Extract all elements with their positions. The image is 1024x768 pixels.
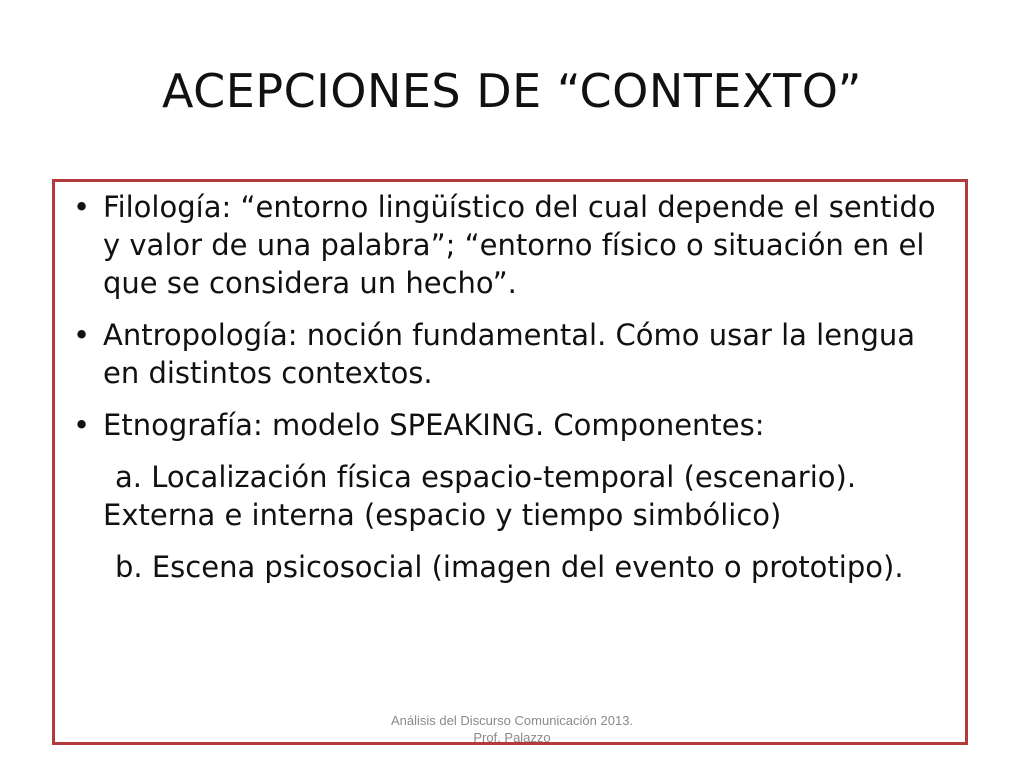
footer-line-professor: Prof. Palazzo <box>473 730 551 745</box>
slide-footer <box>0 712 1024 746</box>
bullet-icon: • <box>73 408 91 442</box>
bullet-text: Antropología: noción fundamental. Cómo usar la lengua en distintos contextos. <box>103 318 915 390</box>
sub-item-b: b. Escena psicosocial (imagen del evento o prototipo). <box>115 550 904 584</box>
bullet-item-antropologia <box>55 316 955 392</box>
bullet-icon: • <box>73 318 91 352</box>
content-box <box>52 179 968 745</box>
bullet-list <box>55 188 955 600</box>
sub-item-a: a. Localización física espacio-temporal (escenario). Externa e interna (espacio y tiempo simbólico) <box>103 460 857 532</box>
footer-line-course: Análisis del Discurso Comunicación 2013. <box>390 713 634 728</box>
bullet-icon: • <box>73 190 91 224</box>
slide-title: ACEPCIONES DE “CONTEXTO” <box>161 64 862 118</box>
bullet-text: Etnografía: modelo SPEAKING. Componentes: <box>103 408 765 442</box>
bullet-item-etnografia <box>55 406 955 444</box>
bullet-text: Filología: “entorno lingüístico del cual depende el sentido y valor de una palabra”; “entorno físico o situación en el que se considera un hecho”. <box>103 190 936 300</box>
bullet-item-filologia <box>55 188 955 302</box>
